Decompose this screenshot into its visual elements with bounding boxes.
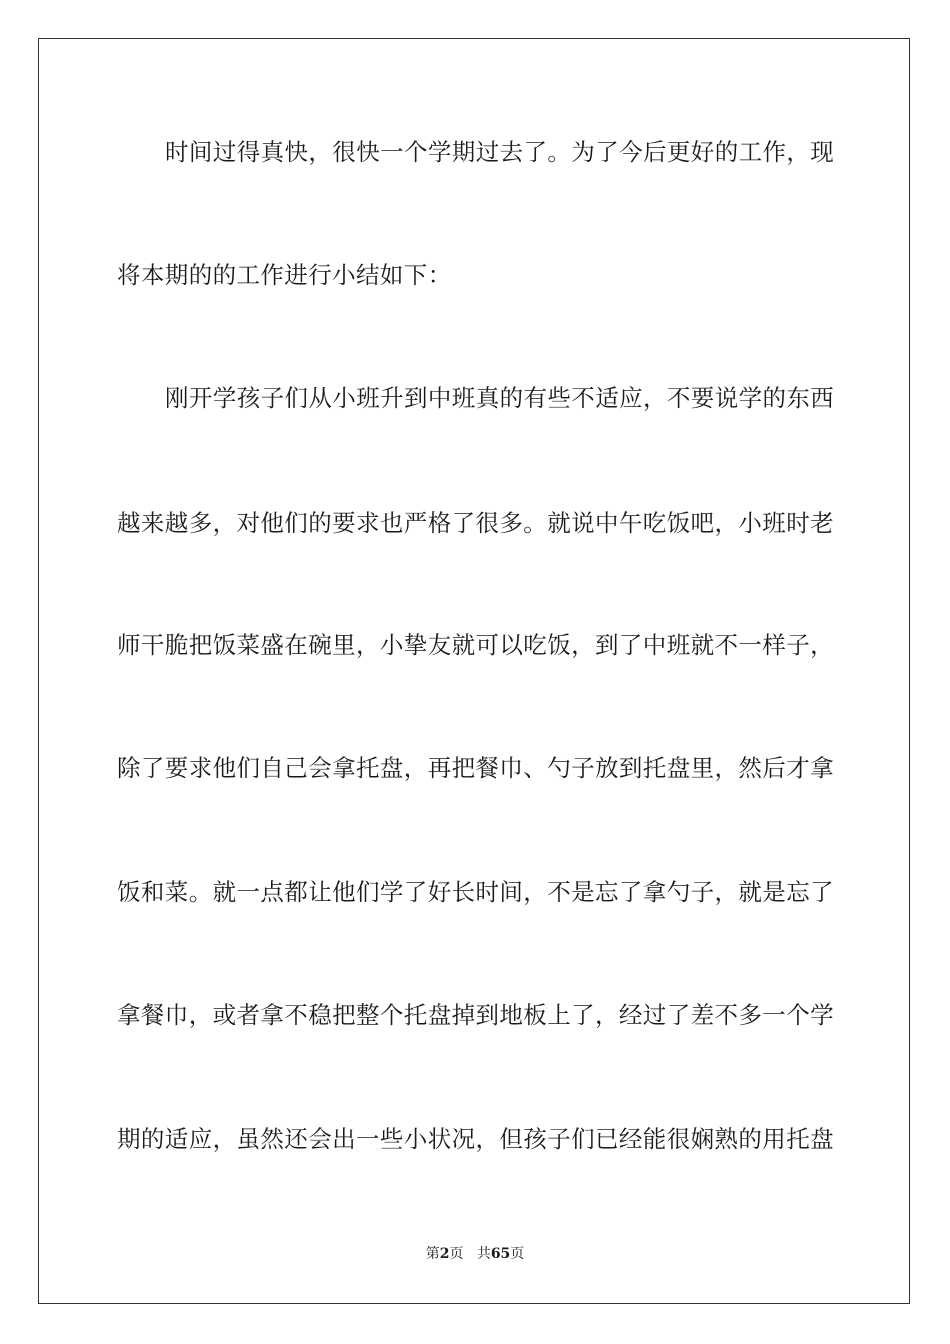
paragraph-2-line-3: 师干脆把饭菜盛在碗里，小挚友就可以吃饭，到了中班就不一样子， [117,631,834,659]
total-pages: 65 [490,1246,511,1262]
paragraph-1-line-2: 将本期的的工作进行小结如下： [117,261,452,289]
page-footer [0,1245,950,1263]
page-border [38,38,910,1304]
page-number: 2 [439,1246,450,1262]
paragraph-2-line-1: 刚开学孩子们从小班升到中班真的有些不适应，不要说学的东西 [165,384,835,412]
paragraph-2-line-4: 除了要求他们自己会拿托盘，再把餐巾、勺子放到托盘里，然后才拿 [117,754,834,782]
paragraph-2-line-7: 期的适应，虽然还会出一些小状况，但孩子们已经能很娴熟的用托盘 [117,1125,834,1153]
page-suffix: 页 [449,1246,464,1262]
total-suffix: 页 [510,1246,525,1262]
paragraph-1-line-1: 时间过得真快，很快一个学期过去了。为了今后更好的工作，现 [165,138,835,166]
paragraph-2-line-2: 越来越多，对他们的要求也严格了很多。就说中午吃饭吧，小班时老 [117,509,834,537]
total-prefix: 共 [476,1246,491,1262]
page-prefix: 第 [425,1246,440,1262]
paragraph-2-line-5: 饭和菜。就一点都让他们学了好长时间，不是忘了拿勺子，就是忘了 [117,878,834,906]
paragraph-2-line-6: 拿餐巾，或者拿不稳把整个托盘掉到地板上了，经过了差不多一个学 [117,1001,834,1029]
